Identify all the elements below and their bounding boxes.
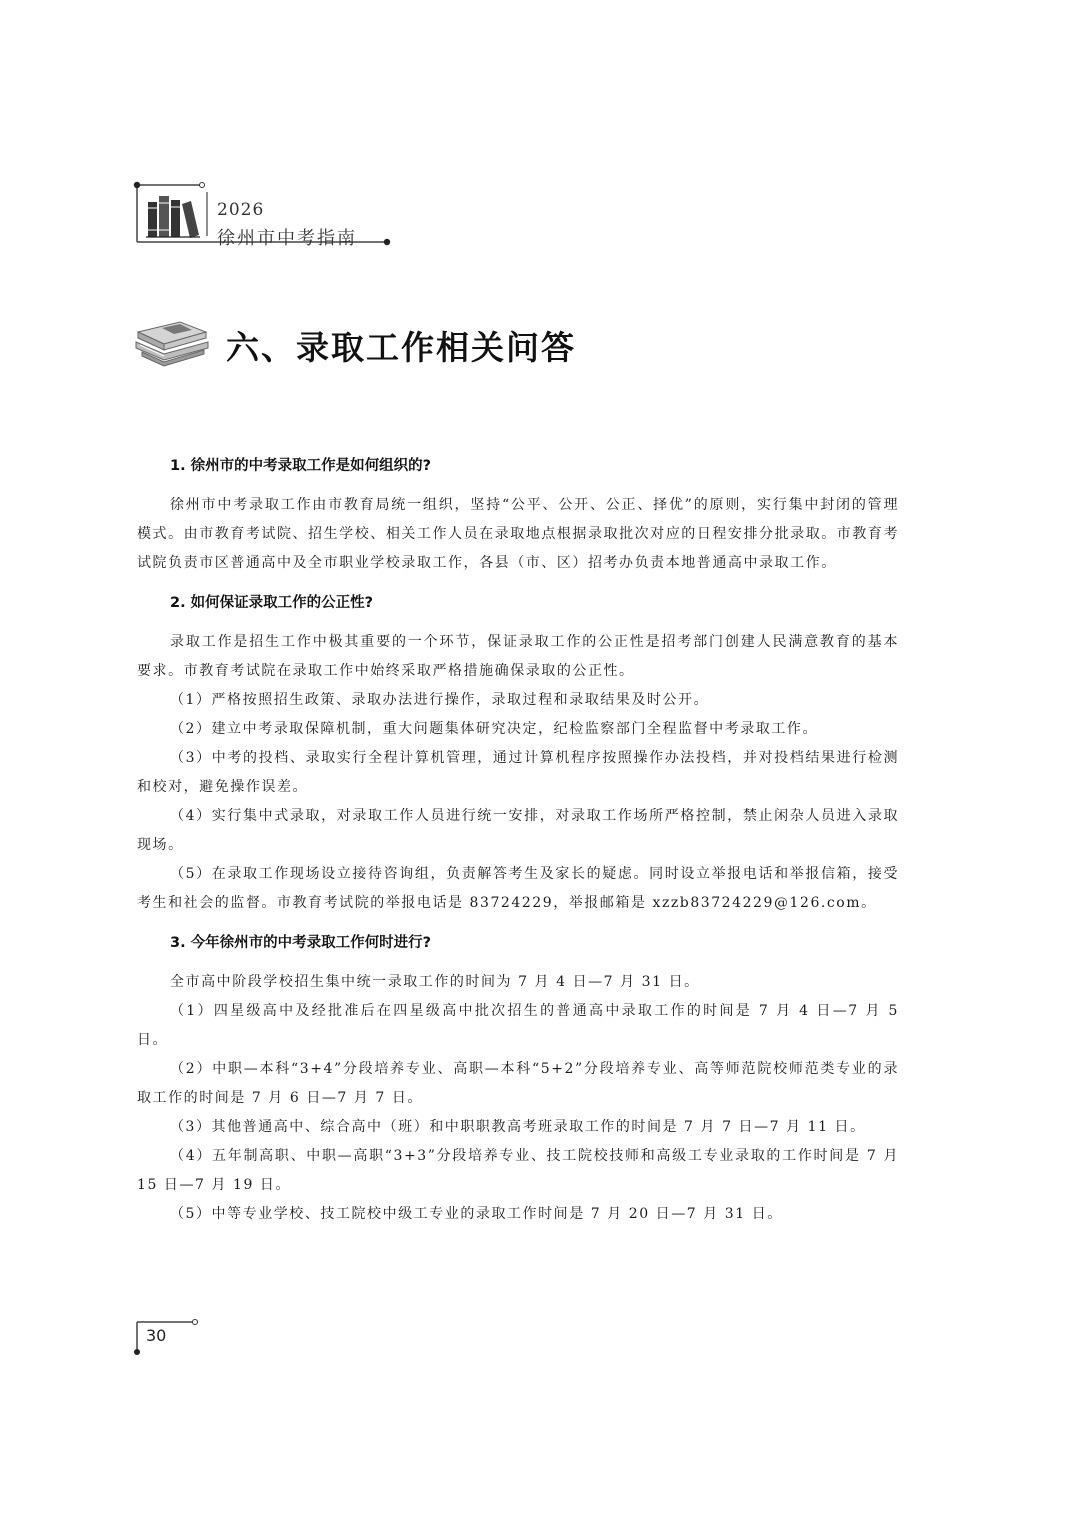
answer-paragraph: （4）实行集中式录取，对录取工作人员进行统一安排，对录取工作场所严格控制，禁止闲杂人员进入录取现场。 (137, 808, 899, 853)
answer-paragraph: （3）中考的投档、录取实行全程计算机管理，通过计算机程序按照操作办法投档，并对投档结果进行检测和校对，避免操作误差。 (137, 750, 899, 795)
answer-paragraph: 录取工作是招生工作中极其重要的一个环节，保证录取工作的公正性是招考部门创建人民满意教育的基本要求。市教育考试院在录取工作中始终采取严格措施确保录取的公正性。 (137, 634, 899, 679)
article-body (137, 453, 899, 1241)
qa-section (137, 930, 899, 1229)
page-folio (132, 1316, 202, 1358)
chapter-heading (132, 318, 832, 378)
answer-paragraph: （1）四星级高中及经批准后在四星级高中批次招生的普通高中录取工作的时间是 7 月 4 日—7 月 5 日。 (137, 1003, 899, 1048)
answer-paragraph: （5）中等专业学校、技工院校中级工专业的录取工作时间是 7 月 20 日—7 月 31 日。 (170, 1206, 783, 1222)
answer-paragraph: （4）五年制高职、中职—高职“3+3”分段培养专业、技工院校技师和高级工专业录取的工作时间是 7 月 15 日—7 月 19 日。 (137, 1148, 899, 1193)
folio-frame-icon (132, 1316, 202, 1358)
qa-section (137, 453, 899, 578)
qa-section (137, 590, 899, 918)
running-header (132, 180, 397, 250)
header-title: 徐州市中考指南 (217, 228, 357, 249)
book-stack-icon (132, 318, 212, 368)
answer-paragraph: （2）建立中考录取保障机制，重大问题集体研究决定，纪检监察部门全程监督中考录取工作。 (170, 721, 819, 737)
answer-paragraph: （1）严格按照招生政策、录取办法进行操作，录取过程和录取结果及时公开。 (170, 692, 710, 708)
header-year: 2026 (217, 200, 265, 220)
page-number: 30 (146, 1326, 167, 1345)
answer-paragraph: （3）其他普通高中、综合高中（班）和中职职教高考班录取工作的时间是 7 月 7 日—7 月 11 日。 (170, 1119, 866, 1135)
question-heading: 1. 徐州市的中考录取工作是如何组织的? (170, 458, 432, 474)
answer-paragraph: 徐州市中考录取工作由市教育局统一组织，坚持“公平、公开、公正、择优”的原则，实行集中封闭的管理模式。由市教育考试院、招生学校、相关工作人员在录取地点根据录取批次对应的日程安排分批录取。市教育考试院负责市区普通高中及全市职业学校录取工作，各县（市、区）招考办负责本地普通高中录取工作。 (137, 497, 899, 571)
answer-paragraph: （2）中职—本科“3+4”分段培养专业、高职—本科“5+2”分段培养专业、高等师范院校师范类专业的录取工作的时间是 7 月 6 日—7 月 7 日。 (137, 1061, 899, 1106)
answer-paragraph: 全市高中阶段学校招生集中统一录取工作的时间为 7 月 4 日—7 月 31 日。 (170, 974, 700, 990)
answer-paragraph: （5）在录取工作现场设立接待咨询组，负责解答考生及家长的疑虑。同时设立举报电话和举报信箱，接受考生和社会的监督。市教育考试院的举报电话是 83724229，举报邮箱是 xzzb83724229@126.com。 (137, 866, 899, 911)
question-heading: 2. 如何保证录取工作的公正性? (170, 595, 374, 611)
chapter-title: 六、录取工作相关问答 (226, 328, 576, 367)
question-heading: 3. 今年徐州市的中考录取工作何时进行? (170, 935, 432, 951)
